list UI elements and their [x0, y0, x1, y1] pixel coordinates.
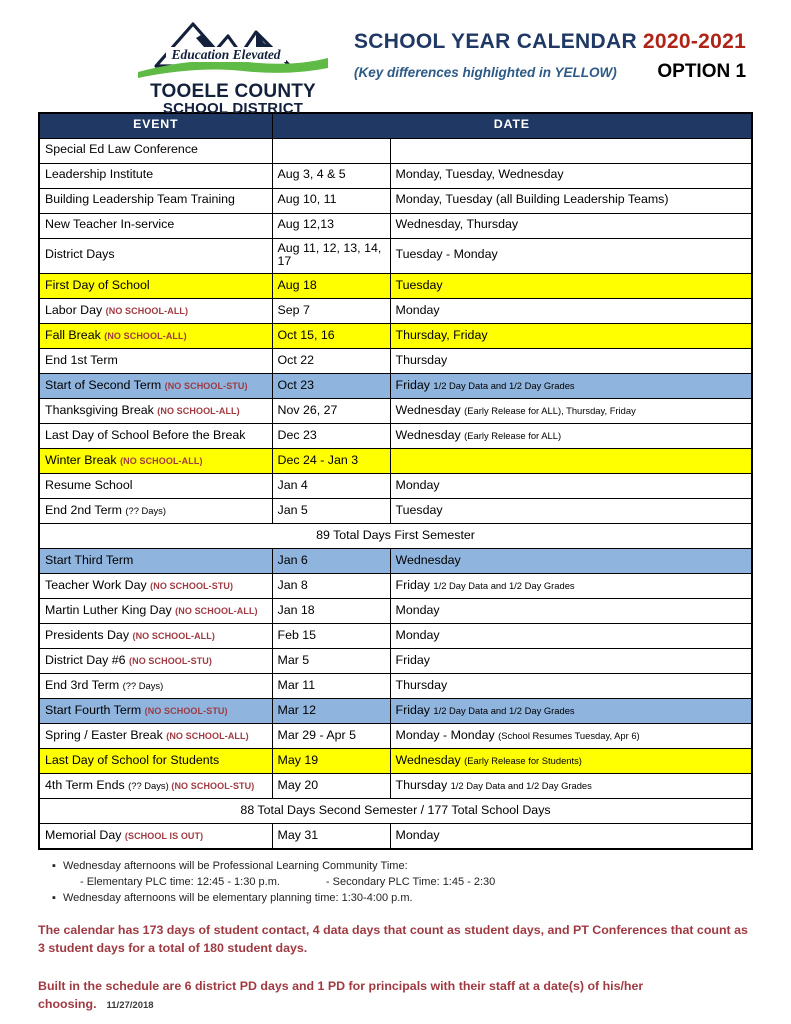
event-subnote: (?? Days)	[122, 679, 164, 691]
table-row	[39, 163, 752, 188]
cell-day	[390, 499, 752, 524]
cell-event	[39, 238, 272, 274]
title-block	[328, 14, 791, 83]
table-row	[39, 699, 752, 724]
cell-date: Mar 5	[272, 649, 390, 674]
logo-banner-text: Education Elevated	[171, 47, 281, 62]
day-name: Thursday	[395, 352, 448, 367]
event-name: Spring / Easter Break	[45, 727, 167, 742]
event-name: District Days	[45, 247, 115, 262]
cell-event	[39, 138, 272, 163]
day-name: Monday, Tuesday, Wednesday	[395, 167, 564, 182]
cell-date: Aug 11, 12, 13, 14, 17	[272, 238, 390, 274]
cell-event	[39, 349, 272, 374]
table-row	[39, 499, 752, 524]
event-name: Labor Day	[45, 302, 106, 317]
cell-event	[39, 599, 272, 624]
cell-date: Jan 8	[272, 574, 390, 599]
day-subnote: (Early Release for Students)	[464, 754, 582, 766]
table-row	[39, 374, 752, 399]
day-subnote: 1/2 Day Data and 1/2 Day Grades	[433, 704, 575, 716]
footer-paragraph-2-wrap	[38, 977, 753, 1014]
cell-day	[390, 599, 752, 624]
cell-day	[390, 724, 752, 749]
cell-event	[39, 424, 272, 449]
cell-day	[390, 213, 752, 238]
day-subnote: 1/2 Day Data and 1/2 Day Grades	[450, 779, 592, 791]
cell-event	[39, 499, 272, 524]
event-name: Start of Second Term	[45, 377, 165, 392]
cell-date: May 20	[272, 774, 390, 799]
day-name: Monday	[395, 602, 440, 617]
footnote-line-3	[52, 891, 753, 907]
cell-date: May 31	[272, 824, 390, 849]
cell-date: Oct 22	[272, 349, 390, 374]
day-name: Monday - Monday	[395, 727, 499, 742]
cell-day	[390, 649, 752, 674]
event-name: Last Day of School for Students	[45, 752, 220, 767]
cell-date: Feb 15	[272, 624, 390, 649]
title-row-secondary	[354, 61, 791, 83]
day-name: Monday	[395, 477, 440, 492]
district-logo	[138, 14, 328, 117]
event-name: Start Third Term	[45, 552, 134, 567]
table-row	[39, 274, 752, 299]
event-name: Memorial Day	[45, 827, 125, 842]
cell-date: Jan 6	[272, 549, 390, 574]
day-name: Wednesday	[395, 427, 465, 442]
day-name: Wednesday	[395, 402, 465, 417]
cell-date: Nov 26, 27	[272, 399, 390, 424]
event-name: District Day #6	[45, 652, 129, 667]
footer-paragraph-2: Built in the schedule are 6 district PD days and 1 PD for principals with their staff at a date(s) of his/her choosing.	[38, 978, 644, 1012]
revision-date: 11/27/2018	[106, 1000, 154, 1012]
cell-day	[390, 424, 752, 449]
event-name: Last Day of School Before the Break	[45, 427, 246, 442]
footnote-line-1	[52, 859, 753, 875]
semester-total-text: 88 Total Days Second Semester / 177 Total School Days	[39, 799, 752, 824]
cell-day	[390, 824, 752, 849]
page-title: SCHOOL YEAR CALENDAR	[354, 30, 637, 53]
event-status-note: (NO SCHOOL-STU)	[144, 705, 228, 716]
cell-day	[390, 474, 752, 499]
event-name: Fall Break	[45, 327, 105, 342]
cell-date: Jan 4	[272, 474, 390, 499]
cell-day	[390, 699, 752, 724]
title-row-primary	[354, 30, 791, 54]
table-row	[39, 624, 752, 649]
event-name: Start Fourth Term	[45, 702, 145, 717]
day-name: Wednesday, Thursday	[395, 217, 519, 232]
footer-block	[0, 907, 791, 1014]
event-status-note: (NO SCHOOL-ALL)	[120, 455, 203, 466]
footnote-line-2	[52, 875, 753, 891]
event-status-note: (NO SCHOOL-STU)	[129, 655, 212, 666]
event-status-note: (SCHOOL IS OUT)	[124, 830, 204, 841]
event-name: End 3rd Term	[45, 677, 123, 692]
cell-day	[390, 374, 752, 399]
footnote-2a-text: - Elementary PLC time: 12:45 - 1:30 p.m.	[80, 875, 280, 888]
event-name: End 1st Term	[45, 352, 118, 367]
cell-event	[39, 213, 272, 238]
cell-day	[390, 349, 752, 374]
bullet-icon: ▪	[52, 859, 56, 872]
cell-date: Aug 10, 11	[272, 188, 390, 213]
cell-date: Jan 5	[272, 499, 390, 524]
cell-event	[39, 274, 272, 299]
cell-event	[39, 374, 272, 399]
event-name: End 2nd Term	[45, 502, 126, 517]
semester-total-text: 89 Total Days First Semester	[39, 524, 752, 549]
table-row	[39, 138, 752, 163]
table-row	[39, 399, 752, 424]
day-name: Thursday	[395, 677, 448, 692]
option-label: OPTION 1	[657, 61, 747, 82]
cell-event	[39, 699, 272, 724]
event-status-note: (NO SCHOOL-ALL)	[175, 605, 258, 616]
cell-date: Oct 23	[272, 374, 390, 399]
cell-date: Mar 12	[272, 699, 390, 724]
logo-name-line2: SCHOOL DISTRICT	[162, 100, 304, 117]
day-name: Thursday	[395, 777, 451, 792]
event-status-note: (NO SCHOOL-STU)	[171, 780, 255, 791]
cell-day	[390, 238, 752, 274]
footnotes-block	[0, 850, 791, 907]
cell-day	[390, 774, 752, 799]
cell-day	[390, 324, 752, 349]
day-subnote: (Early Release for ALL)	[464, 429, 562, 441]
cell-date: Dec 24 - Jan 3	[272, 449, 390, 474]
table-row	[39, 599, 752, 624]
day-name: Monday, Tuesday (all Building Leadership Teams)	[395, 192, 669, 207]
day-name: Friday	[395, 577, 434, 592]
event-name: Presidents Day	[45, 627, 133, 642]
cell-day	[390, 749, 752, 774]
table-row	[39, 349, 752, 374]
cell-event	[39, 399, 272, 424]
day-name: Thursday, Friday	[395, 327, 488, 342]
cell-event	[39, 549, 272, 574]
event-status-note: (NO SCHOOL-ALL)	[104, 330, 187, 341]
table-row	[39, 574, 752, 599]
table-row	[39, 424, 752, 449]
table-row	[39, 188, 752, 213]
day-name: Friday	[395, 377, 434, 392]
cell-event	[39, 649, 272, 674]
cell-date: May 19	[272, 749, 390, 774]
cell-event	[39, 824, 272, 849]
cell-event	[39, 324, 272, 349]
table-header-row	[39, 113, 752, 138]
table-row	[39, 649, 752, 674]
cell-date	[272, 138, 390, 163]
cell-event	[39, 674, 272, 699]
cell-event	[39, 749, 272, 774]
table-row	[39, 774, 752, 799]
event-name: New Teacher In-service	[45, 217, 175, 232]
event-status-note: (NO SCHOOL-STU)	[164, 380, 248, 391]
cell-day	[390, 449, 752, 474]
day-subnote: 1/2 Day Data and 1/2 Day Grades	[433, 579, 575, 591]
table-row	[39, 213, 752, 238]
cell-event	[39, 163, 272, 188]
footnote-3-text: Wednesday afternoons will be elementary planning time: 1:30-4:00 p.m.	[63, 891, 413, 904]
day-name: Tuesday - Monday	[395, 247, 498, 262]
day-subnote: (Early Release for ALL), Thursday, Friday	[464, 404, 636, 416]
cell-event	[39, 188, 272, 213]
day-name: Friday	[395, 652, 430, 667]
event-name: Resume School	[45, 477, 133, 492]
column-header-date: DATE	[272, 113, 752, 138]
cell-day	[390, 274, 752, 299]
event-name: Leadership Institute	[45, 167, 154, 182]
event-name: Winter Break	[45, 452, 121, 467]
cell-day	[390, 163, 752, 188]
table-row	[39, 749, 752, 774]
day-name: Friday	[395, 702, 434, 717]
footer-paragraph-1: The calendar has 173 days of student contact, 4 data days that count as student days, and PT Conferences that count as 3 student days for a total of 180 student days.	[38, 922, 748, 956]
day-name: Wednesday	[395, 752, 465, 767]
table-row	[39, 299, 752, 324]
cell-day	[390, 188, 752, 213]
event-status-note: (NO SCHOOL-ALL)	[157, 405, 240, 416]
day-name: Wednesday	[395, 552, 461, 567]
footnote-1-text: Wednesday afternoons will be Professional Learning Community Time:	[63, 859, 408, 872]
event-name: Teacher Work Day	[45, 577, 151, 592]
key-legend-note: (Key differences highlighted in YELLOW)	[354, 65, 617, 80]
footnote-2b-text: - Secondary PLC Time: 1:45 - 2:30	[325, 875, 496, 888]
cell-date: Aug 12,13	[272, 213, 390, 238]
event-name: Special Ed Law Conference	[45, 142, 198, 157]
event-name: Martin Luther King Day	[45, 602, 176, 617]
event-name: Building Leadership Team Training	[45, 192, 235, 207]
cell-date: Oct 15, 16	[272, 324, 390, 349]
day-name: Tuesday	[395, 277, 443, 292]
cell-date: Mar 29 - Apr 5	[272, 724, 390, 749]
mountain-logo-icon	[138, 14, 328, 84]
column-header-event: EVENT	[39, 113, 272, 138]
event-name: First Day of School	[45, 277, 150, 292]
event-status-note: (NO SCHOOL-STU)	[150, 580, 234, 591]
cell-event	[39, 449, 272, 474]
cell-event	[39, 299, 272, 324]
cell-date: Mar 11	[272, 674, 390, 699]
day-subnote: (School Resumes Tuesday, Apr 6)	[498, 729, 640, 741]
table-row	[39, 238, 752, 274]
cell-event	[39, 724, 272, 749]
cell-day	[390, 399, 752, 424]
day-subnote: 1/2 Day Data and 1/2 Day Grades	[433, 379, 575, 391]
cell-event	[39, 774, 272, 799]
day-name: Monday	[395, 627, 440, 642]
calendar-table	[38, 112, 753, 850]
table-row	[39, 474, 752, 499]
table-row	[39, 824, 752, 849]
cell-day	[390, 138, 752, 163]
table-row	[39, 674, 752, 699]
calendar-table-body	[39, 138, 752, 849]
event-name: 4th Term Ends	[45, 777, 129, 792]
table-row	[39, 324, 752, 349]
event-name: Thanksgiving Break	[45, 402, 158, 417]
bullet-icon: ▪	[52, 891, 56, 904]
event-subnote: (?? Days)	[128, 779, 172, 791]
cell-event	[39, 574, 272, 599]
cell-date: Sep 7	[272, 299, 390, 324]
logo-name-line1: TOOELE COUNTY	[150, 81, 316, 102]
cell-day	[390, 574, 752, 599]
cell-event	[39, 624, 272, 649]
event-status-note: (NO SCHOOL-ALL)	[166, 730, 249, 741]
table-total-row	[39, 524, 752, 549]
school-year-label: 2020-2021	[642, 30, 747, 53]
cell-day	[390, 549, 752, 574]
cell-event	[39, 474, 272, 499]
cell-day	[390, 624, 752, 649]
day-name: Monday	[395, 302, 440, 317]
day-name: Tuesday	[395, 502, 443, 517]
cell-date: Aug 18	[272, 274, 390, 299]
table-row	[39, 549, 752, 574]
cell-date: Aug 3, 4 & 5	[272, 163, 390, 188]
cell-day	[390, 674, 752, 699]
table-row	[39, 449, 752, 474]
day-name: Monday	[395, 827, 440, 842]
page-header	[0, 0, 791, 117]
event-status-note: (NO SCHOOL-ALL)	[105, 305, 189, 316]
table-row	[39, 724, 752, 749]
event-subnote: (?? Days)	[125, 504, 166, 516]
cell-day	[390, 299, 752, 324]
table-total-row	[39, 799, 752, 824]
cell-date: Jan 18	[272, 599, 390, 624]
cell-date: Dec 23	[272, 424, 390, 449]
calendar-table-wrap	[0, 112, 791, 850]
event-status-note: (NO SCHOOL-ALL)	[132, 630, 215, 641]
